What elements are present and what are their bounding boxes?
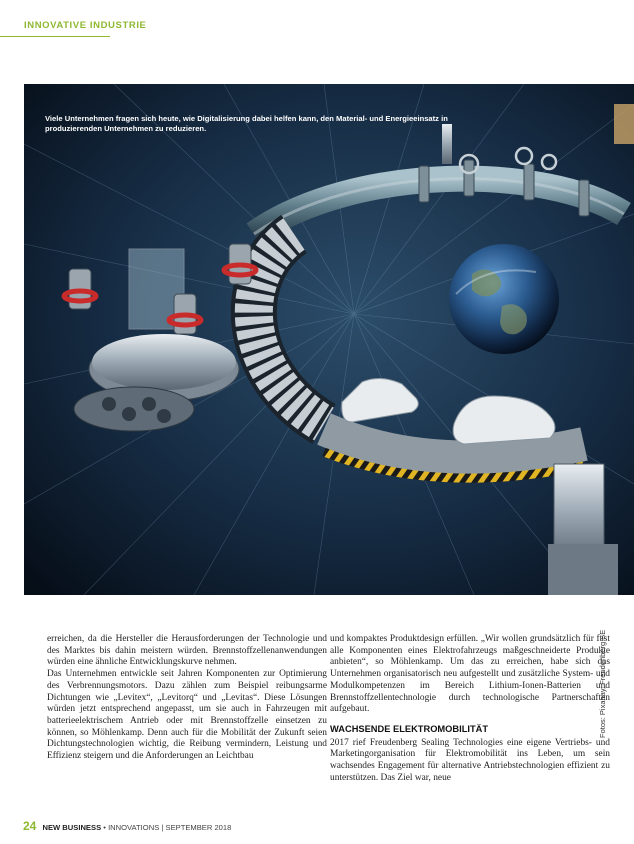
section-label: INNOVATIVE INDUSTRIE [24, 20, 147, 31]
page-footer [23, 819, 231, 833]
image-caption: Viele Unternehmen fragen sich heute, wie Digitalisierung dabei helfen kann, den Material- und Energieeinsatz in produzierenden Unternehmen zu reduzieren. [45, 114, 448, 133]
section-rule [0, 36, 110, 37]
page-number: 24 [23, 819, 37, 833]
photo-credit: Fotos: Pixabay, Freudenberg SE [598, 629, 607, 738]
paragraph: und kompaktes Produktdesign erfüllen. „Wir wollen grundsätzlich für fast alle Komponenten eines Elektrofahrzeugs maßgeschneiderte Produkte anbieten“, so Möhlenkamp. Um das zu erreichen, habe sich das Unternehmen organisatorisch neu aufgestellt und zusätzliche System- und Modulkompetenzen im Bereich Lithium-Ionen-Batterien und Brennstoffzellentechnologie durch technologische Partnerschaften aufgebaut. [330, 634, 610, 715]
earth-globe [449, 244, 559, 354]
paragraph: 2017 rief Freudenberg Sealing Technologies eine eigene Vertriebs- und Marketingorganisation für Elektromobilität ins Leben, um sein wachsendes Engagement für alternative Antriebstechnologien effizient zu unterstützen. Das Ziel war, neue [330, 737, 610, 783]
footer-section: INNOVATIONS [108, 823, 160, 832]
article-column-right [330, 634, 610, 784]
hero-illustration [24, 84, 634, 595]
paragraph: erreichen, da die Hersteller die Herausforderungen der Technologie und des Marktes bis dahin meistern würden. Brennstoffzellenanwendungen würden eine ähnliche Entwicklungskurve nehmen. [47, 634, 327, 668]
publication-name: NEW BUSINESS [42, 823, 102, 832]
footer-separator: | [161, 823, 164, 832]
hero-artwork [24, 84, 634, 595]
issue-date: SEPTEMBER 2018 [165, 823, 232, 832]
article-column-left [47, 634, 327, 763]
paragraph: Das Unternehmen entwickle seit Jahren Komponenten zur Optimierung des Verbrennungsmotors. Dazu zählen zum Beispiel reibungsarme Dichtungen wie „Levitex“, „Levitorq“ und „Levitas“. Diese Lösungen würden jetzt entsprechend angepasst, um sie auch in Fahrzeugen mit batterieelektrischem Antrieb oder mit Brennstoffzelle einsetzen zu können, so Möhlenkamp. Denn auch für die Mobilität der Zukunft seien Dichtungstechnologien wichtig, die Reibung vermindern, Leistung und Effizienz steigern und die Anforderungen an Leichtbau [47, 669, 327, 762]
subheading: WACHSENDE ELEKTROMOBILITÄT [330, 723, 489, 734]
footer-bullet: • [103, 823, 106, 832]
